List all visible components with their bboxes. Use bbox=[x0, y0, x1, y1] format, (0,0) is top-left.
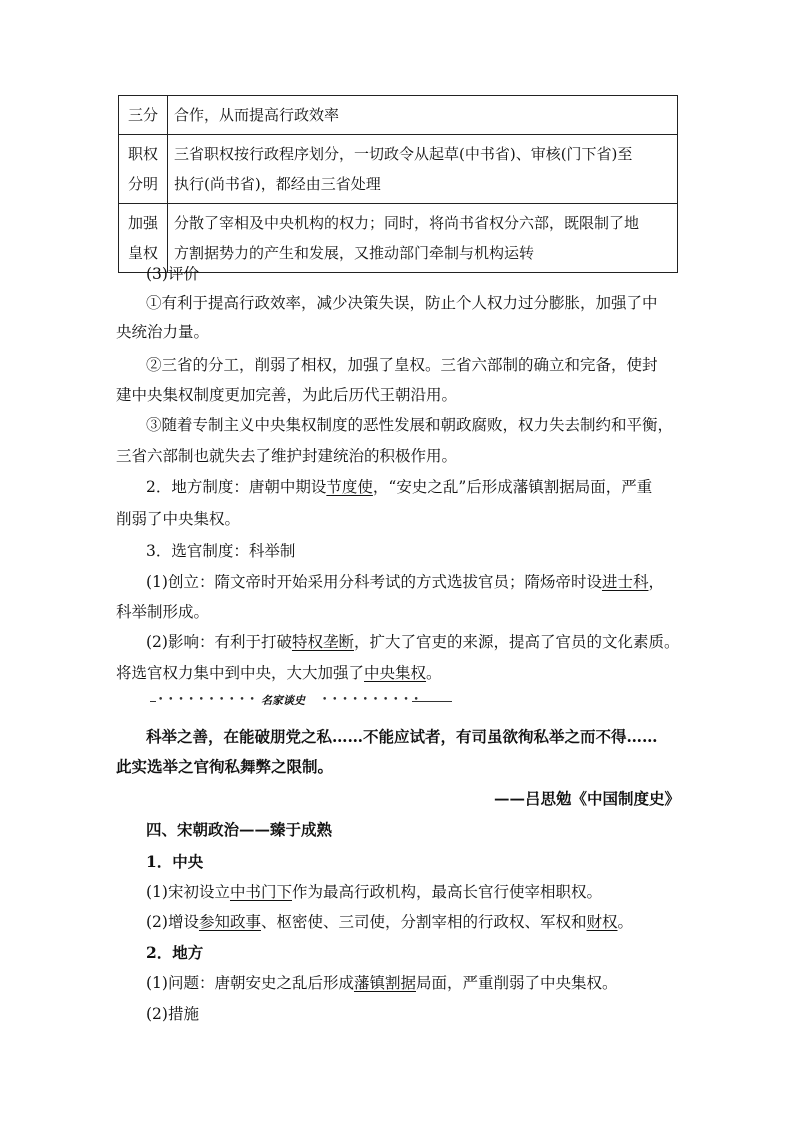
eval-p3-line1: ③随着专制主义中央集权制度的恶性发展和朝政腐败，权力失去制约和平衡， bbox=[146, 416, 674, 434]
quote-box-header bbox=[150, 694, 454, 708]
eval-p2-line2: 建中央集权制度更加完善，为此后历代王朝沿用。 bbox=[116, 386, 458, 404]
local-system-line1: 2．地方制度：唐朝中期设节度使，“安史之乱”后形成藩镇割据局面，严重 bbox=[146, 478, 653, 496]
exam-title: 3．选官制度：科举制 bbox=[146, 542, 296, 560]
eval-p2-line1: ②三省的分工，削弱了相权，加强了皇权。三省六部制的确立和完备，使封 bbox=[146, 356, 658, 374]
eval-p1-line1: ①有利于提高行政效率，减少决策失误，防止个人权力过分膨胀，加强了中 bbox=[146, 294, 658, 312]
quote-line1: 科举之善，在能破朋党之私……不能应试者，有司虽欲徇私举之而不得…… bbox=[146, 727, 658, 746]
song-section-title: 四、宋朝政治——臻于成熟 bbox=[146, 820, 333, 839]
row-header: 加强皇权 bbox=[119, 204, 168, 273]
song-central-title: 1．中央 bbox=[146, 852, 204, 871]
song-central-1: (1)宋初设立中书门下作为最高行政机构，最高长官行使宰相职权。 bbox=[146, 883, 602, 901]
table-row bbox=[119, 204, 678, 273]
eval-p1-line2: 央统治力量。 bbox=[116, 323, 210, 341]
rule-dots: • • • • • • • • • • bbox=[158, 695, 256, 705]
quote-line2: 此实选举之官徇私舞弊之限制。 bbox=[116, 757, 334, 776]
song-local-title: 2．地方 bbox=[146, 943, 204, 962]
row-header: 职权分明 bbox=[119, 135, 168, 204]
quote-badge: 名家谈史 bbox=[258, 692, 308, 708]
song-local-1: (1)问题：唐朝安史之乱后形成藩镇割据局面，严重削弱了中央集权。 bbox=[146, 974, 618, 992]
exam-impact-line1: (2)影响：有利于打破特权垄断，扩大了官吏的来源，提高了官员的文化素质。 bbox=[146, 633, 680, 651]
table-row bbox=[119, 135, 678, 204]
local-system-line2: 削弱了中央集权。 bbox=[116, 510, 241, 528]
eval-p3-line2: 三省六部制也就失去了维护封建统治的积极作用。 bbox=[116, 447, 458, 465]
three-provinces-table bbox=[118, 95, 678, 273]
table-row bbox=[119, 96, 678, 135]
exam-creation-line2: 科举制形成。 bbox=[116, 603, 210, 621]
rule-dots: • • • • • • • • • • bbox=[322, 695, 420, 705]
song-central-2: (2)增设参知政事、枢密使、三司使，分割宰相的行政权、军权和财权。 bbox=[146, 913, 634, 931]
eval-title: (3)评价 bbox=[146, 265, 199, 283]
rule-line bbox=[150, 701, 156, 702]
row-header: 三分 bbox=[119, 96, 168, 135]
exam-impact-line2: 将选官权力集中到中央，大大加强了中央集权。 bbox=[116, 664, 442, 682]
quote-source: ——吕思勉《中国制度史》 bbox=[493, 789, 680, 808]
row-body: 分散了宰相及中央机构的权力；同时，将尚书省权分六部，既限制了地 方割据势力的产生和发展，又推动部门牵制与机构运转 bbox=[168, 204, 678, 273]
row-body: 三省职权按行政程序划分，一切政令从起草(中书省)、审核(门下省)至 执行(尚书省)，都经由三省处理 bbox=[168, 135, 678, 204]
row-body: 合作，从而提高行政效率 bbox=[168, 96, 678, 135]
song-local-2: (2)措施 bbox=[146, 1005, 199, 1023]
rule-line bbox=[412, 701, 452, 702]
exam-creation-line1: (1)创立：隋文帝时开始采用分科考试的方式选拔官员；隋炀帝时设进士科， bbox=[146, 573, 664, 591]
